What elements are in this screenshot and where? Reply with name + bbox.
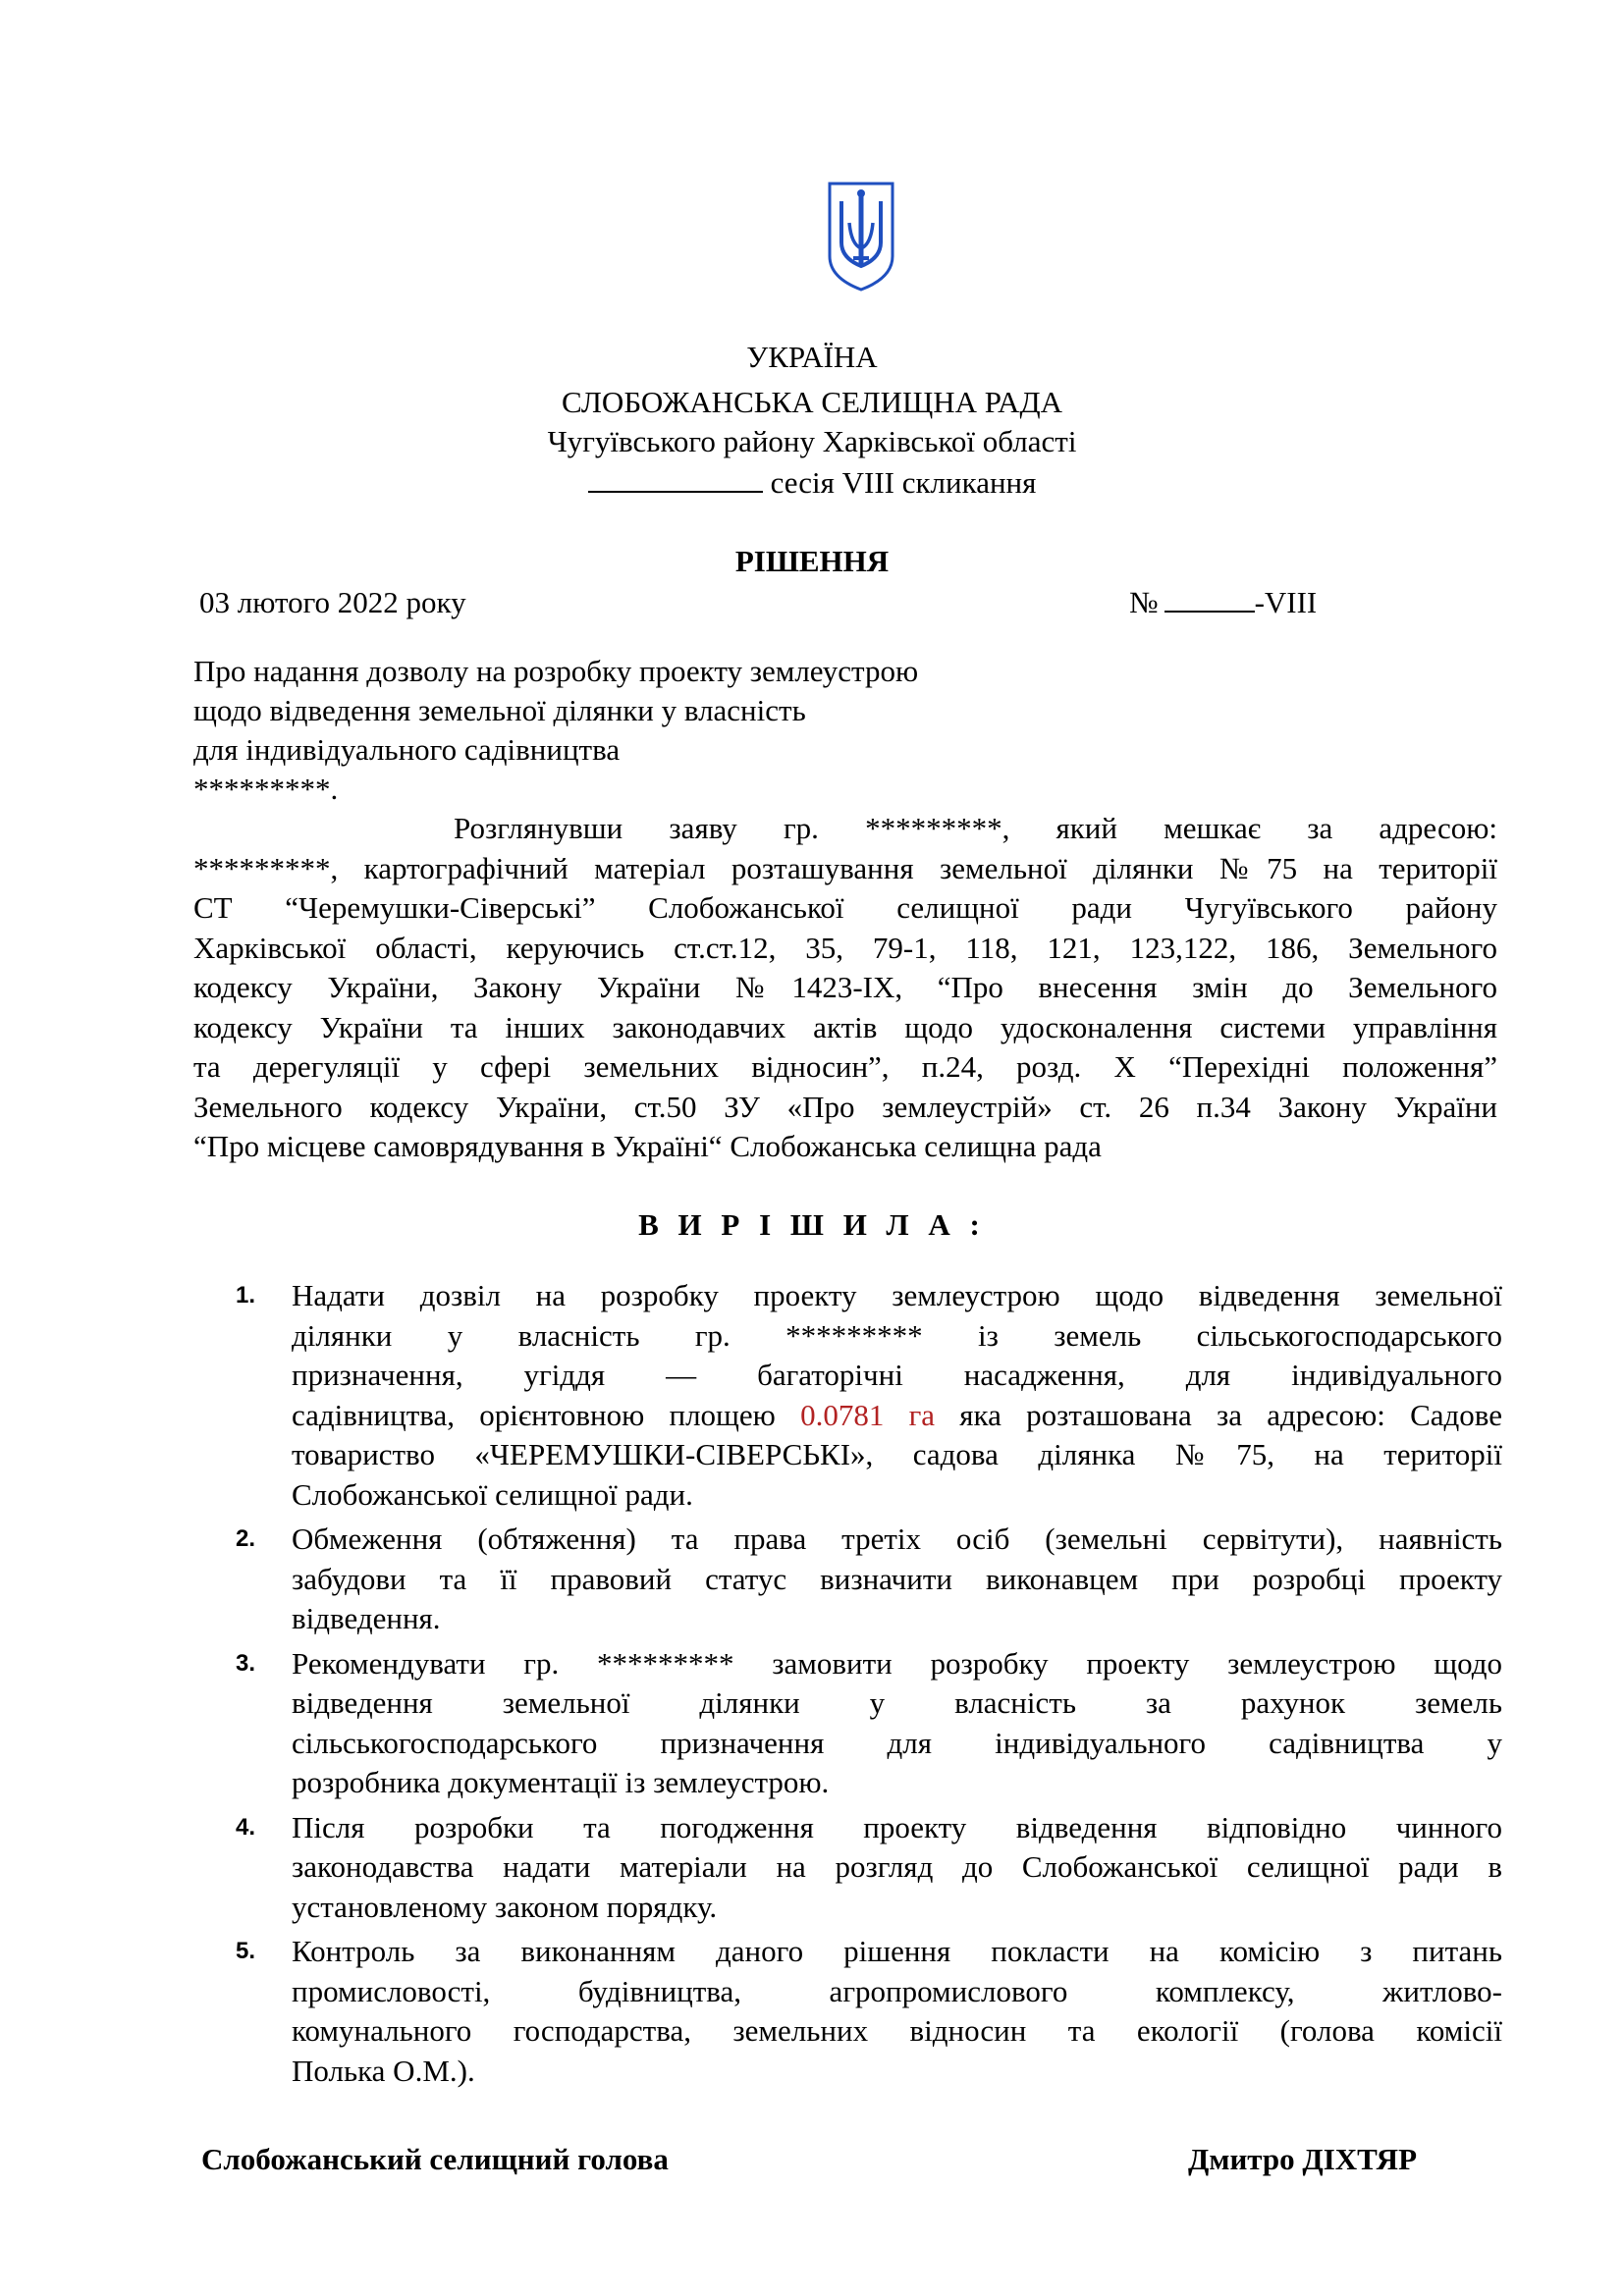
item-line: товариство «ЧЕРЕМУШКИ-СІВЕРСЬКІ», садова ділянка №75, на території xyxy=(292,1437,1502,1471)
district-heading: Чугуївського району Харківської області xyxy=(547,424,1077,458)
item-text: яка розташована за адресою: Садове xyxy=(935,1397,1502,1432)
item-line xyxy=(292,1396,1502,1436)
resolution-list xyxy=(236,1276,1502,2096)
item-line: відведення земельної ділянки у власність за рахунок земель xyxy=(292,1685,1502,1720)
decision-subject xyxy=(193,652,1077,809)
preamble-line: “Про місцеве самоврядування в Україні“ Слобожанська селищна рада xyxy=(193,1129,1102,1163)
number-blank xyxy=(1164,585,1255,613)
decision-number xyxy=(1129,583,1317,622)
item-line: установленому законом порядку. xyxy=(292,1889,718,1924)
item-line: ділянки у власність гр. ********* із земель сільськогосподарського xyxy=(292,1317,1502,1353)
item-line: промисловості, будівництва, агропромислового комплексу, житлово- xyxy=(292,1973,1502,2008)
preamble-line: Харківської області, керуючись ст.ст.12, 35, 79-1, 118, 121, 123,122, 186, Земельного xyxy=(193,930,1497,965)
council-heading: СЛОБОЖАНСЬКА СЕЛИЩНА РАДА xyxy=(562,385,1062,419)
item-number: 5. xyxy=(236,1938,256,1964)
signatory-position: Слобожанський селищний голова xyxy=(201,2142,669,2176)
item-line: відведення. xyxy=(292,1601,441,1635)
item-line: Після розробки та погодження проекту відведення відповідно чинного xyxy=(292,1809,1502,1844)
preamble-line: кодексу України, Закону України №1423-IX, “Про внесення змін до Земельного xyxy=(193,970,1497,1004)
subject-line: Про надання дозволу на розробку проекту землеустрою xyxy=(193,654,919,688)
preamble-line: та дерегуляції у сфері земельних відносин”, п.24, розд. X “Перехідні положення” xyxy=(193,1049,1497,1084)
item-line: Полька О.М.). xyxy=(292,2053,475,2088)
decision-date: 03 лютого 2022 року xyxy=(199,585,466,619)
preamble-line: кодексу України та інших законодавчих актів щодо удосконалення системи управління xyxy=(193,1009,1497,1044)
subject-line: щодо відведення земельної ділянки у власність xyxy=(193,693,806,727)
document-title: РІШЕННЯ xyxy=(734,544,890,578)
resolution-item xyxy=(236,1276,1502,1515)
subject-line: *********. xyxy=(193,772,339,806)
item-line: комунального господарства, земельних відносин та екології (голова комісії xyxy=(292,2013,1502,2048)
item-line: забудови та її правовий статус визначити виконавцем при розробці проекту xyxy=(292,1561,1502,1596)
preamble-line: Земельного кодексу України, ст.50 ЗУ «Про землеустрій» ст. 26 п.34 Закону України xyxy=(193,1089,1497,1124)
country-heading: УКРАЇНА xyxy=(746,340,878,374)
resolution-item xyxy=(236,1520,1502,1639)
item-line: розробника документації із землеустрою. xyxy=(292,1765,830,1799)
resolution-item xyxy=(236,1932,1502,2091)
session-text: сесія VIII скликання xyxy=(770,465,1037,500)
session-blank xyxy=(588,465,763,493)
item-number: 2. xyxy=(236,1525,256,1552)
item-line: Рекомендувати гр. ********* замовити розробку проекту землеустрою щодо xyxy=(292,1645,1502,1681)
resolved-heading: В И Р І Ш И Л А : xyxy=(638,1207,986,1242)
number-prefix: № xyxy=(1129,585,1159,619)
item-line: Обмеження (обтяження) та права третіх осіб (земельні сервітути), наявність xyxy=(292,1522,1502,1556)
item-number: 4. xyxy=(236,1813,256,1841)
number-suffix: -VIII xyxy=(1254,585,1318,619)
item-line: сільськогосподарського призначення для індивідуального садівництва у xyxy=(292,1725,1502,1760)
item-text: садівництва, орієнтовною площею xyxy=(292,1397,801,1432)
item-line: Слобожанської селищної ради. xyxy=(292,1476,693,1512)
item-number: 3. xyxy=(236,1649,256,1677)
subject-line: для індивідуального садівництва xyxy=(193,732,621,767)
land-area-value: 0.0781 га xyxy=(800,1397,936,1432)
signatory-name: Дмитро ДІХТЯР xyxy=(1188,2142,1417,2176)
item-line: призначення, угіддя — багаторічні насадження, для індивідуального xyxy=(292,1358,1502,1392)
item-line: Надати дозвіл на розробку проекту землеустрою щодо відведення земельної xyxy=(292,1278,1502,1312)
session-heading xyxy=(0,463,1624,503)
preamble-line: *********, картографічний матеріал розташування земельної ділянки №75 на території xyxy=(193,850,1497,885)
coat-of-arms-icon xyxy=(826,180,896,293)
preamble-line: СТ “Черемушки-Сіверські” Слобожанської селищної ради Чугуївського району xyxy=(193,890,1497,925)
item-number: 1. xyxy=(236,1282,256,1308)
resolution-item xyxy=(236,1808,1502,1928)
item-line: Контроль за виконанням даного рішення покласти на комісію з питань xyxy=(292,1934,1502,1968)
preamble-paragraph xyxy=(193,809,1497,1167)
item-line: законодавства надати матеріали на розгляд до Слобожанської селищної ради в xyxy=(292,1849,1502,1884)
preamble-line: Розглянувши заяву гр. *********, який мешкає за адресою: xyxy=(454,811,1497,845)
resolution-item xyxy=(236,1644,1502,1803)
